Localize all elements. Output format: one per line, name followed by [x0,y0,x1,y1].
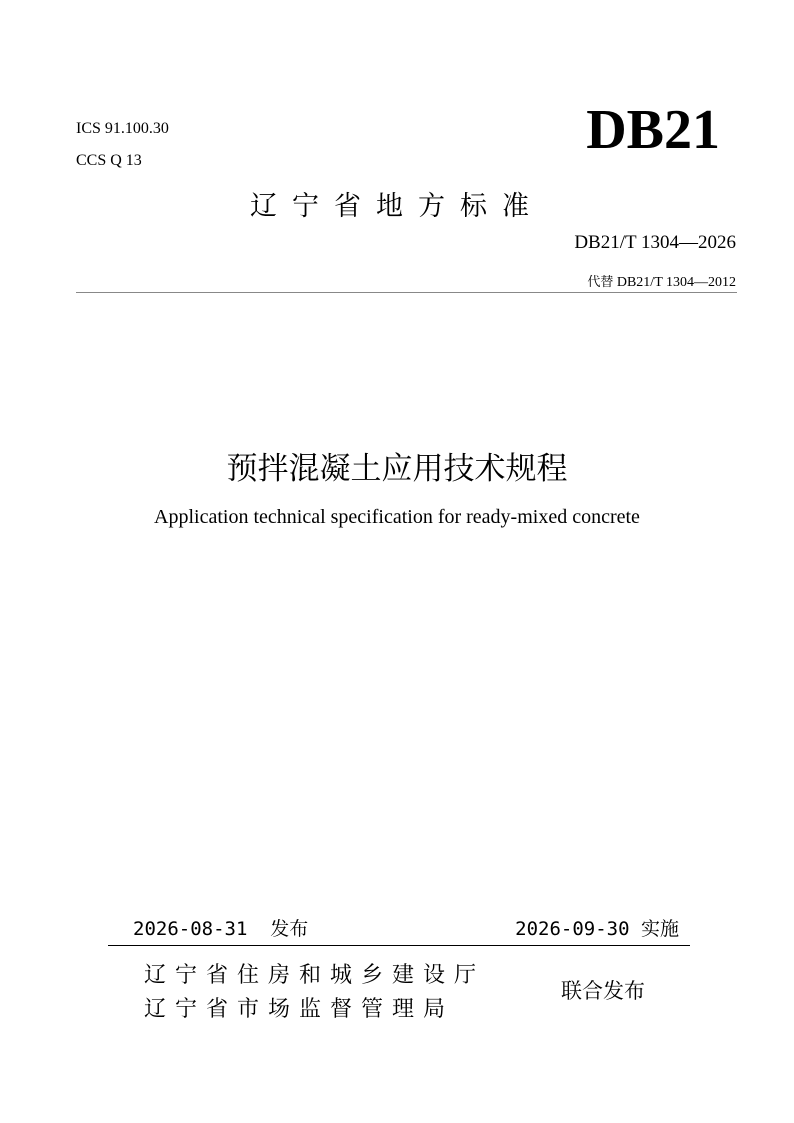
implement-label: 实施 [640,918,679,940]
ccs-code: CCS Q 13 [76,152,142,169]
joint-release-label: 联合发布 [561,979,645,1003]
issuer-market-regulation-bureau: 辽宁省市场监督管理局 [144,997,455,1022]
implement-date: 2026-09-30 [515,918,630,940]
standard-number: DB21/T 1304—2026 [574,232,736,253]
title-english: Application technical specification for ready-mixed concrete [154,506,640,528]
replaces-line [587,271,736,291]
replaces-prefix: 代替 [587,275,614,290]
ics-code: ICS 91.100.30 [76,120,169,137]
issue-label: 发布 [270,918,309,940]
footer-divider [108,945,690,946]
title-chinese: 预拌混凝土应用技术规程 [226,451,568,487]
standard-logo: DB21 [586,99,720,161]
header-divider [76,292,737,293]
replaces-number: DB21/T 1304—2012 [616,275,736,290]
issuer-housing-department: 辽宁省住房和城乡建设厅 [144,963,486,988]
implement-date-line [515,914,679,941]
standard-type: 辽宁省地方标准 [250,191,544,222]
issue-date-line [133,914,308,941]
issue-date: 2026-08-31 [133,918,248,940]
